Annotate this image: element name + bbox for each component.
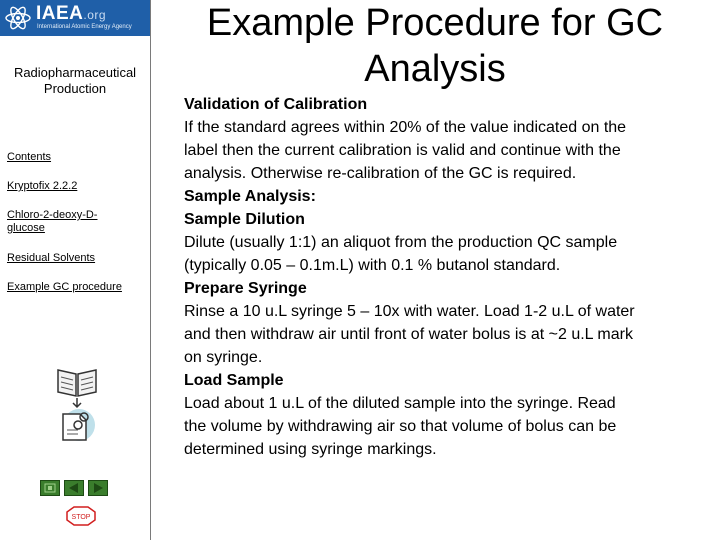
body-line: determined using syringe markings. (184, 441, 437, 458)
nav-link-example-gc-procedure[interactable]: Example GC procedure (7, 281, 122, 293)
body-line: Rinse a 10 u.L syringe 5 – 10x with water. Load 1-2 u.L of water (184, 303, 635, 320)
body-line: Dilute (usually 1:1) an aliquot from the production QC sample (184, 234, 618, 251)
sidebar-title: Radiopharmaceutical Production (13, 65, 137, 96)
stop-label: STOP (71, 514, 91, 521)
nav-link-residual-solvents[interactable]: Residual Solvents (7, 252, 96, 264)
previous-slide-button[interactable] (64, 480, 84, 496)
sidebar (0, 0, 151, 540)
body-line: analysis. Otherwise re-calibration of the GC is required. (184, 165, 577, 182)
heading-sample-dilution: Sample Dilution (184, 211, 305, 228)
body-line: the volume by withdrawing air so that volume of bolus can be (184, 418, 617, 435)
nav-link-kryptofix[interactable]: Kryptofix 2.2.2 (7, 180, 78, 192)
logo-subtitle: International Atomic Energy Agency (37, 24, 132, 30)
home-button[interactable] (40, 480, 60, 496)
body-line: If the standard agrees within 20% of the value indicated on the (184, 119, 627, 136)
next-slide-button[interactable] (88, 480, 108, 496)
heading-prepare-syringe: Prepare Syringe (184, 280, 307, 297)
book-document-icon (52, 362, 102, 444)
body-line: (typically 0.05 – 0.1m.L) with 0.1 % butanol standard. (184, 257, 561, 274)
body-line: on syringe. (184, 349, 263, 366)
stop-button[interactable] (66, 506, 96, 526)
slide-title: Example Procedure for GC Analysis (206, 2, 664, 90)
slide-body (184, 93, 714, 461)
nav-link-contents[interactable]: Contents (7, 151, 52, 163)
heading-validation-of-calibration: Validation of Calibration (184, 96, 368, 113)
heading-sample-analysis: Sample Analysis: (184, 188, 316, 205)
logo-name: IAEA.org (36, 3, 107, 24)
heading-load-sample: Load Sample (184, 372, 284, 389)
body-line: and then withdraw air until front of water bolus is at ~2 u.L mark (184, 326, 633, 343)
slide-navigation-controls (40, 480, 110, 496)
atom-logo-icon (4, 4, 32, 32)
body-line: label then the current calibration is valid and continue with the (184, 142, 621, 159)
iaea-logo[interactable] (0, 0, 150, 36)
nav-link-chloro-deoxy-glucose[interactable]: Chloro-2-deoxy-D- glucose (7, 209, 98, 234)
body-line: Load about 1 u.L of the diluted sample into the syringe. Read (184, 395, 616, 412)
